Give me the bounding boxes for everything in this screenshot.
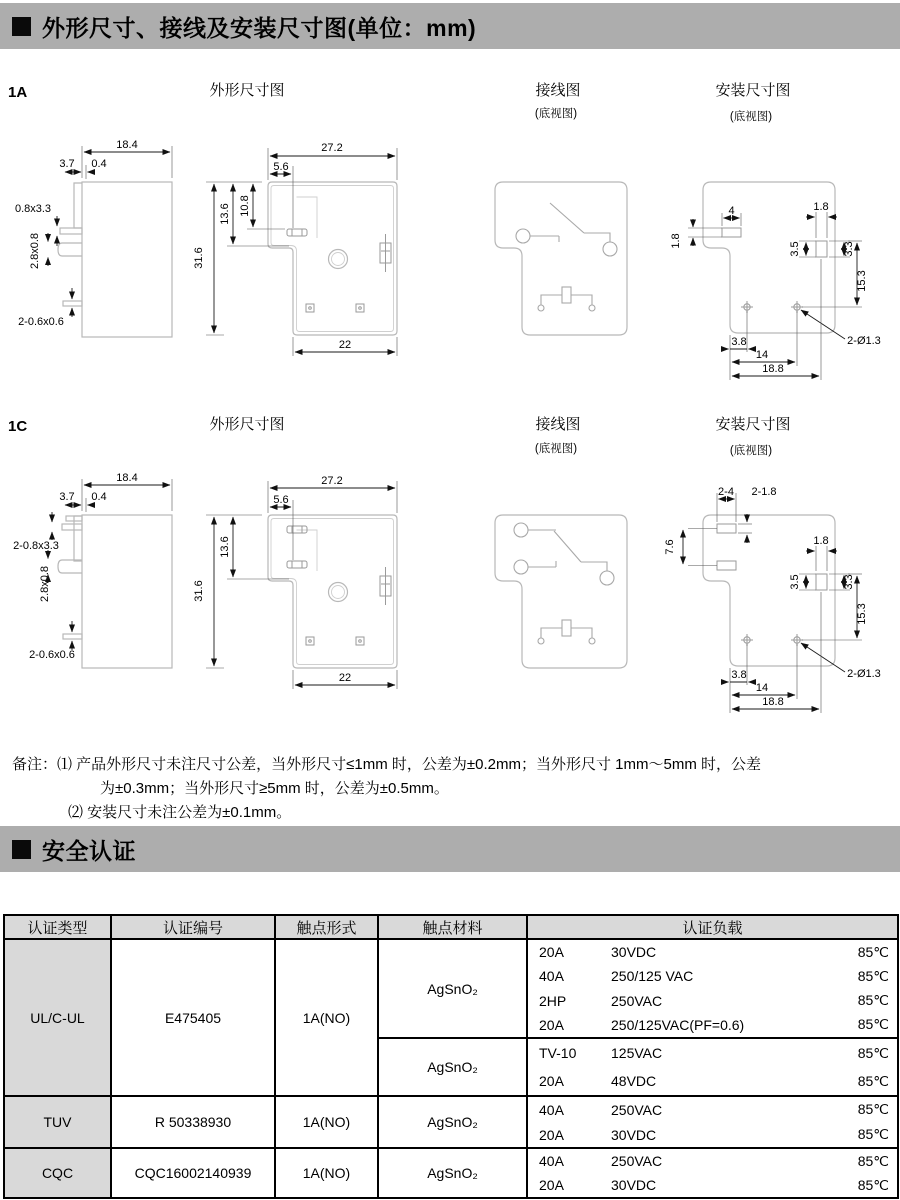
svg-text:14: 14: [755, 682, 769, 694]
cert-number: CQC16002140939: [111, 1148, 275, 1198]
svg-text:18.4: 18.4: [116, 472, 138, 484]
load-current: 40A: [539, 968, 564, 985]
contact-material: AgSnO₂: [378, 1148, 527, 1198]
cert-type: TUV: [4, 1096, 111, 1148]
wiring-view-label: (底视图): [534, 443, 578, 455]
load-entry: [528, 944, 897, 961]
table-header-row: [4, 915, 898, 939]
svg-text:2-Ø1.3: 2-Ø1.3: [847, 668, 881, 680]
note-line-2: 为±0.3mm；当外形尺寸≥5mm 时，公差为±0.5mm。: [100, 780, 449, 797]
diagram-row-1c: [0, 395, 900, 725]
svg-text:0.4: 0.4: [91, 158, 107, 170]
load-temp: 85℃: [857, 992, 889, 1009]
load-cell: [527, 1148, 898, 1198]
load-entry: [528, 968, 897, 985]
col-header-type: 认证类型: [4, 915, 111, 939]
col-header-form: 触点形式: [275, 915, 378, 939]
load-temp: 85℃: [857, 1176, 889, 1193]
svg-text:22: 22: [338, 672, 352, 684]
outline-title: 外形尺寸图: [209, 82, 285, 99]
load-current: 20A: [539, 1016, 564, 1033]
load-rating: 48VDC: [611, 1073, 657, 1089]
load-current: 20A: [539, 1073, 564, 1089]
load-current: 20A: [539, 1177, 564, 1193]
svg-text:14: 14: [755, 349, 769, 361]
load-temp: 85℃: [857, 1044, 889, 1061]
wiring-view-label: (底视图): [534, 108, 578, 120]
svg-text:13.6: 13.6: [219, 203, 231, 225]
section-title: 外形尺寸、接线及安装尺寸图(单位：mm): [42, 14, 477, 41]
load-temp: 85℃: [857, 1016, 889, 1033]
svg-text:1.8: 1.8: [813, 201, 829, 213]
load-entry: [528, 1126, 897, 1143]
mounting-diagram: [670, 182, 881, 380]
svg-text:2.8x0.8: 2.8x0.8: [29, 232, 41, 270]
svg-text:2-Ø1.3: 2-Ø1.3: [847, 335, 881, 347]
wiring-title: 接线图: [535, 416, 581, 433]
mount-title: 安装尺寸图: [715, 82, 791, 99]
svg-text:18.8: 18.8: [762, 696, 784, 708]
load-rating: 30VDC: [611, 1177, 657, 1193]
load-current: TV-10: [539, 1045, 577, 1061]
load-rating: 30VDC: [611, 944, 657, 961]
load-temp: 85℃: [857, 943, 889, 960]
load-current: 20A: [539, 1126, 564, 1143]
svg-text:3.8: 3.8: [731, 669, 747, 681]
certification-table: [3, 914, 899, 1199]
load-cell: [527, 939, 898, 1038]
contact-form: 1A(NO): [275, 939, 378, 1096]
svg-text:4: 4: [728, 205, 735, 217]
load-temp: 85℃: [857, 1072, 889, 1089]
contact-material: AgSnO₂: [378, 1038, 527, 1096]
svg-text:18.8: 18.8: [762, 363, 784, 375]
svg-text:2-1.8: 2-1.8: [751, 486, 777, 498]
load-rating: 250VAC: [611, 1101, 663, 1118]
table-row: [4, 1096, 898, 1148]
svg-text:15.3: 15.3: [856, 603, 868, 625]
load-temp: 85℃: [857, 1101, 889, 1117]
svg-text:3.7: 3.7: [59, 491, 75, 503]
load-cell: [527, 1038, 898, 1096]
svg-text:3.3: 3.3: [843, 241, 855, 257]
svg-text:15.3: 15.3: [856, 270, 868, 292]
load-rating: 250VAC: [611, 1153, 663, 1169]
load-rating: 30VDC: [611, 1126, 657, 1143]
load-rating: 125VAC: [611, 1045, 663, 1061]
contact-material: AgSnO₂: [378, 1096, 527, 1148]
load-temp: 85℃: [857, 1152, 889, 1169]
svg-text:3.5: 3.5: [789, 241, 801, 257]
svg-text:22: 22: [338, 339, 352, 351]
contact-form: 1A(NO): [275, 1096, 378, 1148]
col-header-load: 认证负载: [527, 915, 898, 939]
note-line-1: 备注：⑴ 产品外形尺寸未注尺寸公差，当外形尺寸≤1mm 时，公差为±0.2mm；当外形尺寸 1mm～5mm 时，公差: [12, 756, 761, 773]
svg-text:5.6: 5.6: [273, 161, 289, 173]
svg-text:3.8: 3.8: [731, 336, 747, 348]
section-marker-square: [12, 840, 31, 859]
svg-text:2-4: 2-4: [718, 486, 734, 498]
contact-material: AgSnO₂: [378, 939, 527, 1038]
side-view-drawing: [58, 182, 172, 337]
load-entry: [528, 1016, 897, 1033]
front-view-drawing: [268, 182, 397, 335]
side-view-dimensions: [15, 139, 172, 328]
load-rating: 250VAC: [611, 992, 663, 1009]
load-cell: [527, 1096, 898, 1148]
svg-text:27.2: 27.2: [321, 475, 343, 487]
svg-text:31.6: 31.6: [193, 247, 205, 269]
variant-label: 1C: [8, 418, 28, 435]
svg-text:2-0.6x0.6: 2-0.6x0.6: [18, 316, 64, 328]
load-entry: [528, 1045, 897, 1062]
mount-title: 安装尺寸图: [715, 416, 791, 433]
svg-text:0.8x3.3: 0.8x3.3: [14, 203, 52, 215]
load-rating: 250/125VAC(PF=0.6): [611, 1016, 745, 1033]
section-header-dimensions: [0, 3, 900, 49]
wiring-diagram: [495, 515, 627, 668]
svg-text:2-0.6x0.6: 2-0.6x0.6: [29, 649, 75, 661]
section-header-certification: [0, 826, 900, 872]
diagram-row-1a: [0, 60, 900, 390]
wiring-diagram: [495, 182, 627, 335]
cert-number: E475405: [111, 939, 275, 1096]
load-entry: [528, 1177, 897, 1194]
mounting-diagram: [664, 486, 881, 713]
side-view-dimensions: [13, 472, 172, 661]
svg-text:27.2: 27.2: [321, 142, 343, 154]
load-entry: [528, 1153, 897, 1170]
section-marker-square: [12, 17, 31, 36]
load-rating: 250/125 VAC: [611, 968, 694, 985]
svg-text:7.6: 7.6: [664, 539, 676, 555]
svg-text:2.8x0.8: 2.8x0.8: [39, 565, 51, 603]
load-temp: 85℃: [857, 967, 889, 984]
load-entry: [528, 1073, 897, 1090]
section-title: 安全认证: [42, 837, 136, 864]
wiring-title: 接线图: [535, 82, 581, 99]
load-current: 2HP: [539, 992, 567, 1009]
svg-text:13.6: 13.6: [219, 536, 231, 558]
side-view-drawing: [58, 515, 172, 668]
mount-view-label: (底视图): [729, 111, 773, 123]
col-header-number: 认证编号: [111, 915, 275, 939]
mounting-dimensions: [664, 486, 881, 713]
contact-form: 1A(NO): [275, 1148, 378, 1198]
variant-label: 1A: [8, 84, 28, 101]
cert-number: R 50338930: [111, 1096, 275, 1148]
svg-text:5.6: 5.6: [273, 494, 289, 506]
load-current: 20A: [539, 944, 564, 961]
svg-text:1.8: 1.8: [670, 233, 682, 249]
load-current: 40A: [539, 1101, 564, 1118]
front-view-drawing: [268, 515, 397, 668]
svg-text:3.7: 3.7: [59, 158, 75, 170]
col-header-material: 触点材料: [378, 915, 527, 939]
cert-type: CQC: [4, 1148, 111, 1198]
svg-text:18.4: 18.4: [116, 139, 138, 151]
svg-text:3.5: 3.5: [789, 574, 801, 590]
svg-text:0.4: 0.4: [91, 491, 107, 503]
note-line-3: ⑵ 安装尺寸未注公差为±0.1mm。: [68, 804, 292, 821]
front-view-dimensions: [219, 475, 397, 689]
svg-text:1.8: 1.8: [813, 535, 829, 547]
svg-text:10.8: 10.8: [239, 195, 251, 217]
mounting-dimensions: [670, 201, 881, 380]
svg-text:2-0.8x3.3: 2-0.8x3.3: [13, 540, 59, 552]
mount-view-label: (底视图): [729, 445, 773, 457]
load-entry: [528, 1101, 897, 1118]
table-row: [4, 1148, 898, 1198]
load-entry: [528, 992, 897, 1009]
table-row: [4, 939, 898, 1038]
svg-text:3.3: 3.3: [843, 574, 855, 590]
cert-type: UL/C-UL: [4, 939, 111, 1096]
load-temp: 85℃: [857, 1126, 889, 1142]
front-view-dimensions: [219, 142, 397, 356]
load-current: 40A: [539, 1153, 564, 1169]
outline-title: 外形尺寸图: [209, 416, 285, 433]
svg-text:31.6: 31.6: [193, 580, 205, 602]
